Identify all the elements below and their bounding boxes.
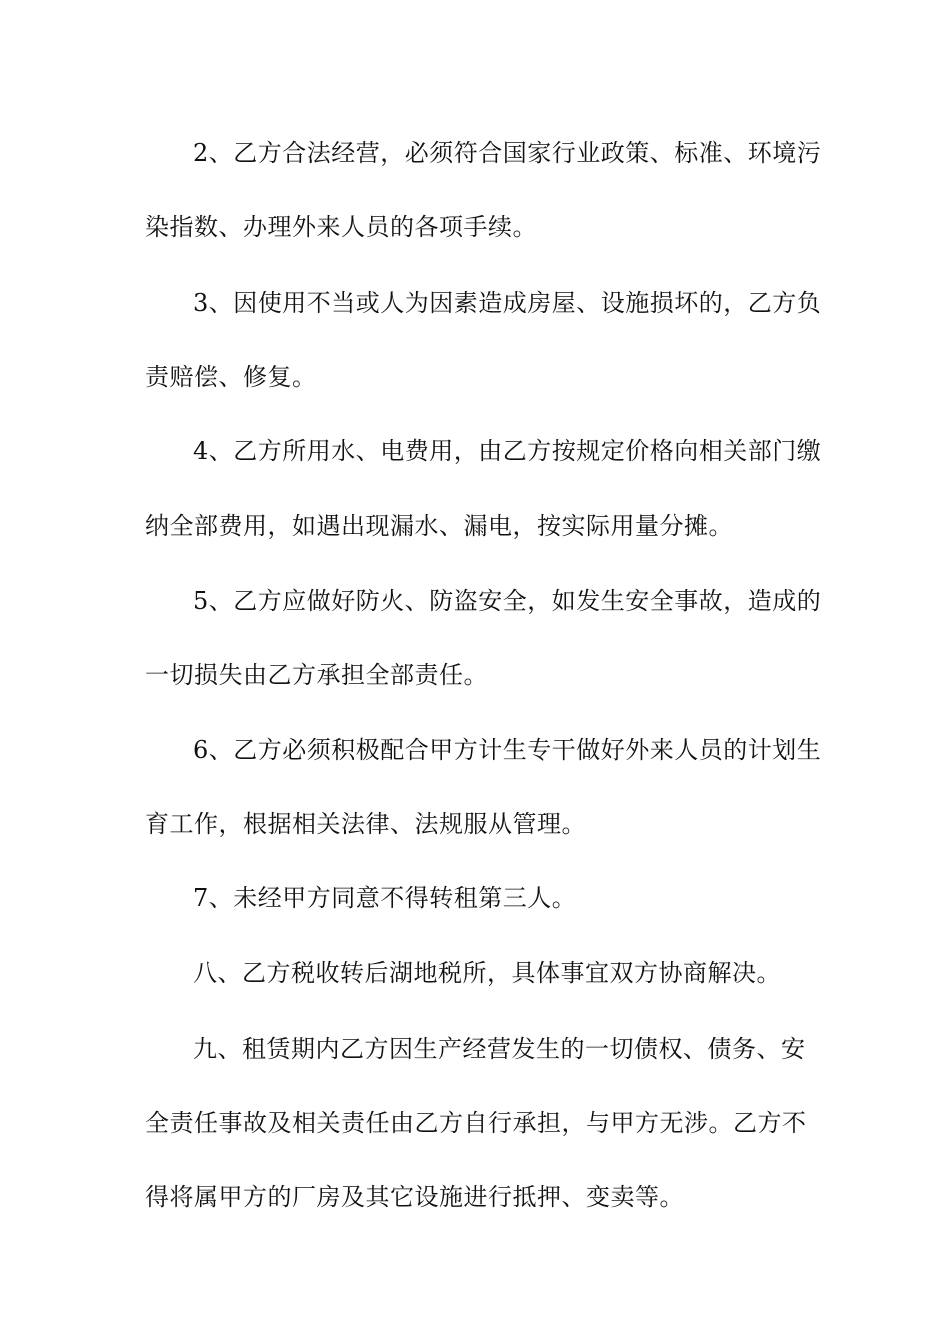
clause-6-line-1: 6、乙方必须积极配合甲方计生专干做好外来人员的计划生 xyxy=(193,736,822,764)
clause-2-line-1: 2、乙方合法经营，必须符合国家行业政策、标准、环境污 xyxy=(193,139,822,167)
section-9-line-1: 九、租赁期内乙方因生产经营发生的一切债权、债务、安 xyxy=(193,1035,806,1063)
clause-6-line-2: 育工作，根据相关法律、法规服从管理。 xyxy=(145,810,586,838)
clause-2-line-2: 染指数、办理外来人员的各项手续。 xyxy=(145,213,537,241)
clause-4-line-2: 纳全部费用，如遇出现漏水、漏电，按实际用量分摊。 xyxy=(145,512,733,540)
section-9-line-3: 得将属甲方的厂房及其它设施进行抵押、变卖等。 xyxy=(145,1183,684,1211)
clause-3-line-1: 3、因使用不当或人为因素造成房屋、设施损坏的，乙方负 xyxy=(193,289,822,317)
section-9-line-2: 全责任事故及相关责任由乙方自行承担，与甲方无涉。乙方不 xyxy=(145,1109,807,1137)
section-8-line-1: 八、乙方税收转后湖地税所，具体事宜双方协商解决。 xyxy=(193,959,781,987)
clause-5-line-1: 5、乙方应做好防火、防盗安全，如发生安全事故，造成的 xyxy=(193,587,822,615)
clause-7-line-1: 7、未经甲方同意不得转租第三人。 xyxy=(193,884,577,912)
clause-3-line-2: 责赔偿、修复。 xyxy=(145,363,317,391)
clause-5-line-2: 一切损失由乙方承担全部责任。 xyxy=(145,661,488,689)
clause-4-line-1: 4、乙方所用水、电费用，由乙方按规定价格向相关部门缴 xyxy=(193,437,822,465)
